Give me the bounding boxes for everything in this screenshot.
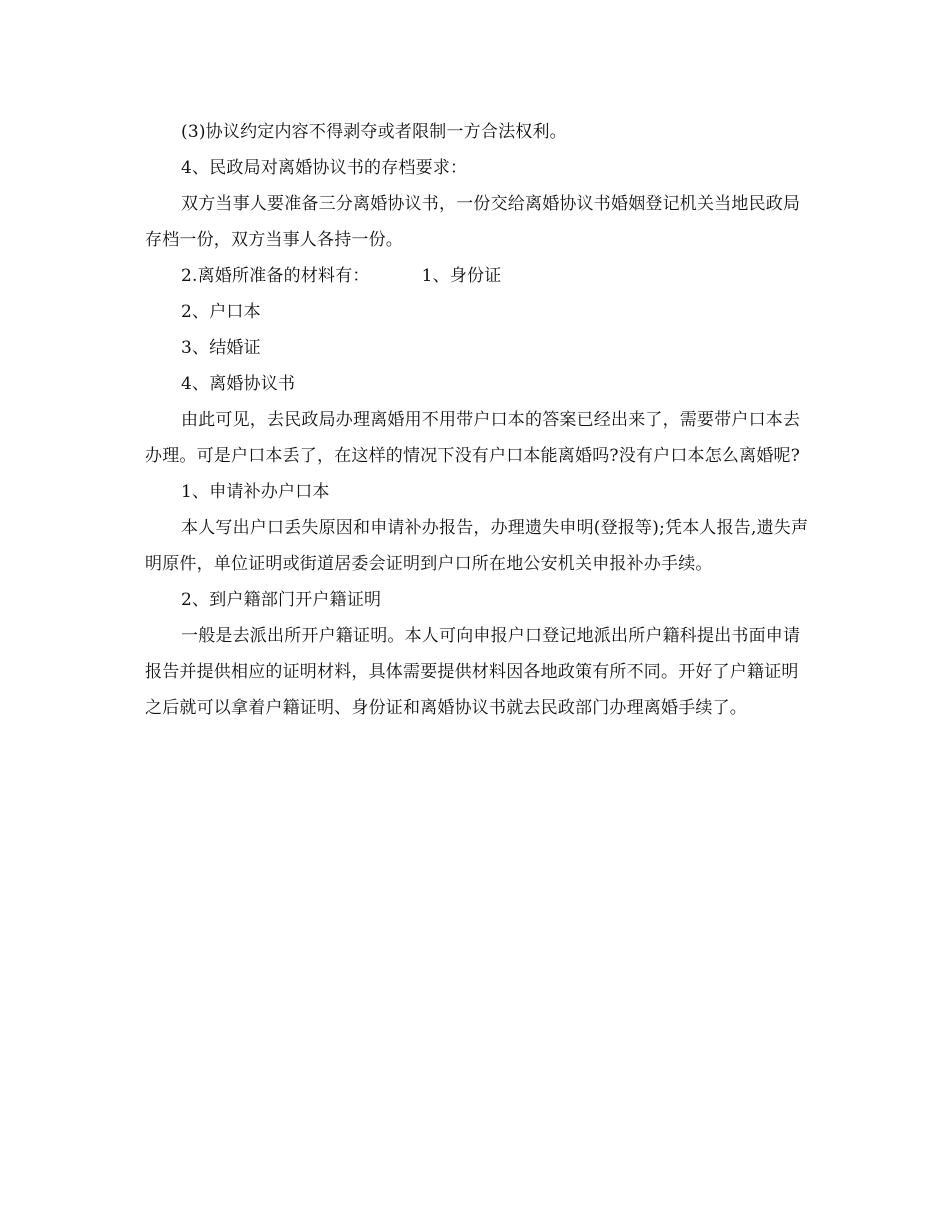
material-id-card: 1、身份证	[421, 266, 502, 286]
paragraph-materials-heading	[145, 258, 810, 294]
paragraph-certificate-details: 一般是去派出所开户籍证明。本人可向申报户口登记地派出所户籍科提出书面申请报告并提供相应的证明材料，具体需要提供材料因各地政策有所不同。开好了户籍证明之后就可以拿着户籍证明、身份证和离婚协议书就去民政部门办理离婚手续了。	[145, 626, 801, 718]
material-household-register: 2、户口本	[181, 302, 261, 322]
paragraph-reissue-heading: 1、申请补办户口本	[181, 482, 330, 502]
material-marriage-certificate: 3、结婚证	[181, 338, 261, 358]
paragraph-certificate-heading: 2、到户籍部门开户籍证明	[181, 590, 382, 610]
paragraph-household-register-question: 由此可见，去民政局办理离婚用不用带户口本的答案已经出来了，需要带户口本去办理。可是户口本丢了，在这样的情况下没有户口本能离婚吗?没有户口本怎么离婚呢?	[145, 410, 801, 466]
material-divorce-agreement: 4、离婚协议书	[181, 374, 296, 394]
materials-heading-text: 2.离婚所准备的材料有：	[181, 266, 370, 286]
paragraph-agreement-rule-3: (3)协议约定内容不得剥夺或者限制一方合法权利。	[181, 122, 567, 142]
paragraph-archive-requirement: 双方当事人要准备三分离婚协议书，一份交给离婚协议书婚姻登记机关当地民政局存档一份，双方当事人各持一份。	[145, 194, 801, 250]
paragraph-reissue-details: 本人写出户口丢失原因和申请补办报告，办理遗失申明(登报等);凭本人报告,遗失声明原件，单位证明或街道居委会证明到户口所在地公安机关申报补办手续。	[145, 518, 809, 574]
paragraph-archive-heading: 4、民政局对离婚协议书的存档要求：	[181, 158, 468, 178]
document-body	[145, 114, 810, 726]
